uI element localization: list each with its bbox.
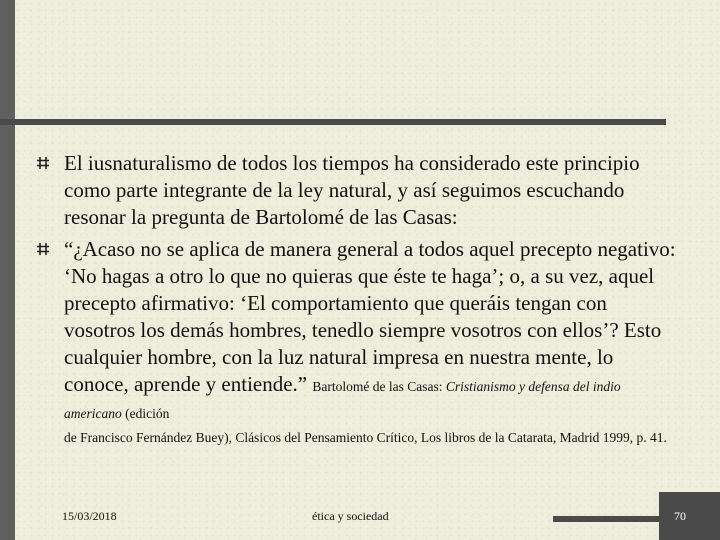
slide-number: 70 xyxy=(674,509,686,523)
citation-author: Bartolomé de las Casas: xyxy=(312,379,446,394)
quote-text: “¿Acaso no se aplica de manera general a todos aquel precepto negativo: ‘No hagas a otro lo que no quieras que éste te haga’; o, a su vez, aquel precepto afirmativo: ‘El comportamiento que queráis tengan con vosotros los demás hombres, tenedlo siempre vosotros con ellos’? Esto cualquier hombre, con la luz natural impresa en nuestra mente, lo conoce, aprende y entiende.” xyxy=(64,237,676,396)
slide-number-box xyxy=(659,492,720,540)
slide-body xyxy=(36,150,676,447)
citation-title: Cristianismo y defensa del indio americano xyxy=(64,379,621,421)
footer-divider-rule xyxy=(553,516,659,522)
left-decorative-bar xyxy=(0,0,15,540)
footer-title: ética y sociedad xyxy=(312,509,389,523)
hash-bullet-icon xyxy=(36,242,50,256)
title-divider-rule xyxy=(0,119,666,125)
citation-tail: (edición xyxy=(121,406,170,421)
hash-bullet-icon xyxy=(36,156,50,170)
bullet-item xyxy=(36,150,676,231)
bullet-item xyxy=(36,236,676,425)
footer-date: 15/03/2018 xyxy=(62,509,117,523)
citation-continued: de Francisco Fernández Buey), Clásicos del Pensamiento Crítico, Los libros de la Catarata, Madrid 1999, p. 41. xyxy=(64,430,667,445)
bullet-text: El iusnaturalismo de todos los tiempos ha considerado este principio como parte integrante de la ley natural, y así seguimos escuchando resonar la pregunta de Bartolomé de las Casas: xyxy=(64,151,640,229)
